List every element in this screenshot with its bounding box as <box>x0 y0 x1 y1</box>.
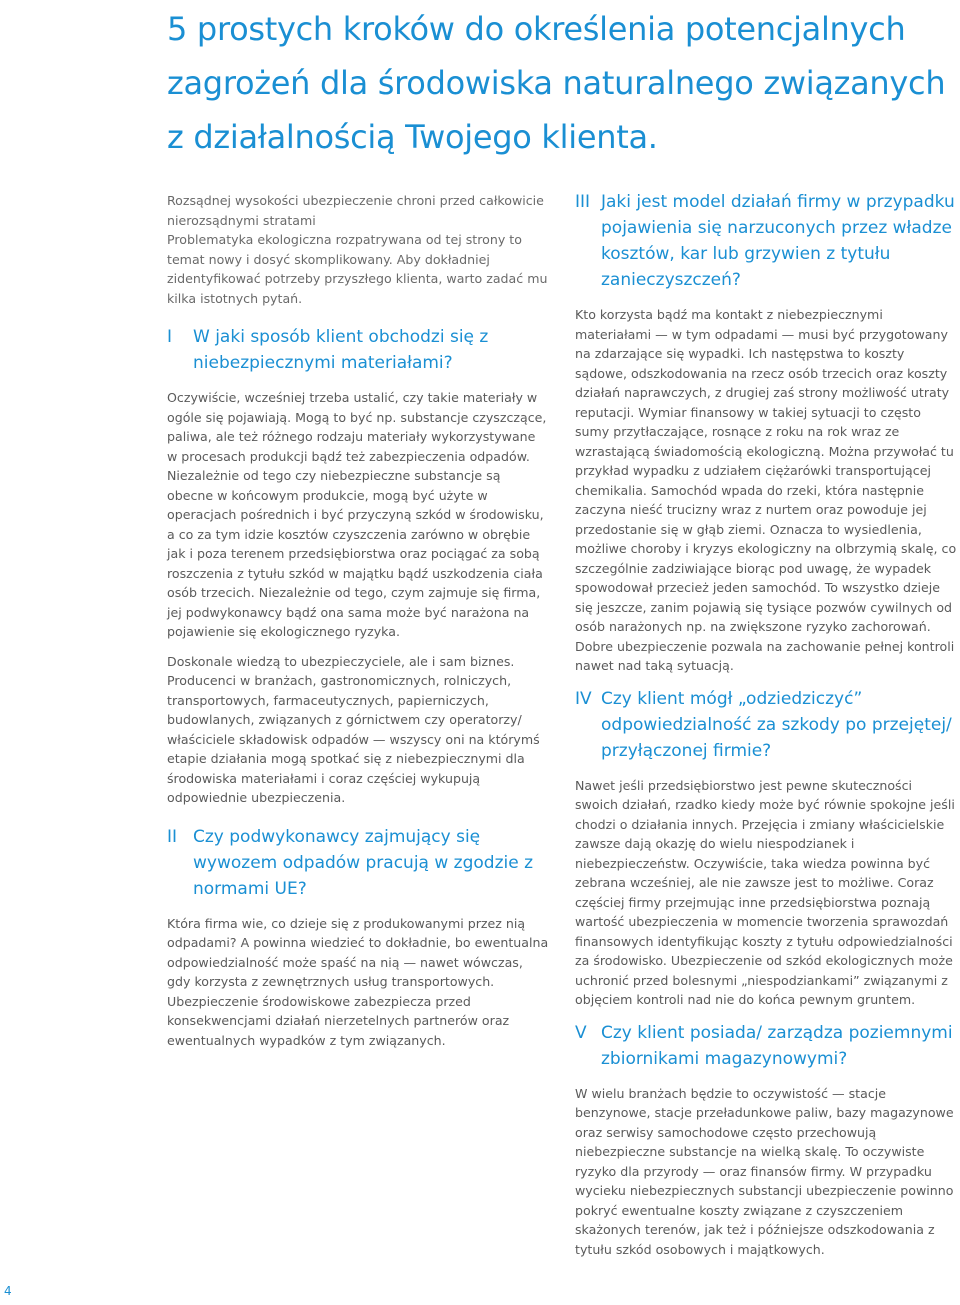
section-number: I <box>167 327 173 347</box>
intro-lead: Rozsądnej wysokości ubezpieczenie chroni przed całkowicie nierozsądnymi stratami <box>167 193 544 228</box>
section-title: Czy klient posiada/ zarządza poziemnymi zbiornikami magazynowymi? <box>601 1022 953 1069</box>
body-paragraph: Która firma wie, co dzieje się z produkowanymi przez nią odpadami? A powinna wiedzieć to dokładnie, bo ewentualna odpowiedzialność może spaść na nią — nawet wówczas, gdy korzysta z zewnętrznych usług transportowych. Ubezpieczenie środowiskowe zabezpiecza przed konsekwencjami działań nierzetelnych partnerów oraz ewentualnych wypadków z tym związanych. <box>167 915 549 1048</box>
section-title: W jaki sposób klient obchodzi się z niebezpiecznymi materiałami? <box>193 327 489 373</box>
body-paragraph: Doskonale wiedzą to ubezpieczyciele, ale i sam biznes. Producenci w branżach, gastronomicznych, rolniczych, transportowych, farmaceutycznych, papierniczych, budowlanych, związanych z górnictwem czy operatorzy/ właściciele składowisk odpadów — wszyscy oni na którymś etapie działania mogą spotkać się z niebezpiecznymi dla środowiska materiałami i coraz częściej wykupują odpowiednie ubezpieczenia. <box>167 653 540 805</box>
page-title: 5 prostych kroków do określenia potencjalnych zagrożeń dla środowiska naturalnego związanych z działalnością Twojego klienta. <box>167 10 946 156</box>
section-title: Czy klient mógł „odziedziczyć” odpowiedzialność za szkody po przejętej/ przyłączonej firmie? <box>601 688 952 761</box>
section-2 <box>167 824 549 1051</box>
section-title: Jaki jest model działań firmy w przypadku pojawienia się narzuconych przez władze kosztów, kar lub grzywien z tytułu zanieczyszczeń? <box>601 192 955 290</box>
section-heading <box>575 189 957 293</box>
section-1 <box>167 324 549 808</box>
page-number: 4 <box>4 1284 12 1298</box>
section-number: II <box>167 826 178 847</box>
section-heading <box>167 324 549 376</box>
body-paragraph: Nawet jeśli przedsiębiorstwo jest pewne skuteczności swoich działań, rzadko kiedy może być równie spokojne jeśli chodzi o działania innych. Przejęcia i zmiany właścicielskie zawsze dają okazję do wielu niespodzianek i niebezpieczeństw. Oczywiście, taka wiedza powinna być zebrana wcześniej, ale nie zawsze jest to możliwe. Coraz częściej firmy przejmując inne przedsiębiorstwa poznają wartość ubezpieczenia w momencie tworzenia sprawozdań finansowych identyfikując koszty z tytułu odpowiedzialności za środowisko. Ubezpieczenie od szkód ekologicznych może uchronić przed bolesnymi „niespodziankami” związanymi z objęciem kontroli nad nie do końca pewnym gruntem. <box>575 777 955 1007</box>
section-title: Czy podwykonawcy zajmujący się wywozem odpadów pracują w zgodzie z normami UE? <box>193 826 534 899</box>
body-paragraph: Oczywiście, wcześniej trzeba ustalić, czy takie materiały w ogóle się pojawiają. Mogą to być np. substancje czyszczące, paliwa, ale też różnego rodzaju materiały wykorzystywane w procesach produkcji bądź też zabezpieczenia odpadów. Niezależnie od tego czy niebezpieczne substancje są obecne w końcowym produkcie, mogą być użyte w operacjach pośrednich i być przyczyną szkód w środowisku, a co za tym idzie kosztów czyszczenia zarówno w obrębie jak i poza terenem przedsiębiorstwa oraz pociągać za sobą roszczenia z tytułu szkód w majątku bądź uszkodzenia ciała osób trzecich. Niezależnie od tego, czym zajmuje się firma, jej podwykonawcy bądź ona sama może być narażona na pojawienie się ekologicznego ryzyka. <box>167 390 547 639</box>
section-number: IV <box>575 688 592 709</box>
section-heading <box>167 824 549 902</box>
section-heading <box>575 686 957 764</box>
body-paragraph: Kto korzysta bądź ma kontakt z niebezpiecznymi materiałami — w tym odpadami — musi być przygotowany na zdarzające się wypadki. Ich następstwa to koszty sądowe, odszkodowania na rzecz osób trzecich oraz koszty działań naprawczych, z drugiej zaś strony możliwość utraty reputacji. Wymiar finansowy w takiej sytuacji to często sumy przytłaczające, rosnące z roku na rok wraz ze wzrastającą świadomością ekologiczną. Można przywołać tu przykład wypadku z udziałem ciężarówki transportującej chemikalia. Samochód wpada do rzeki, która następnie zaczyna nieść trucizny wraz z nurtem oraz powoduje jej przedostanie się w głąb ziemi. Oznacza to wysiedlenia, możliwe choroby i kryzys ekologiczny na olbrzymią skalę, co szczególnie zadziwiające biorąc pod uwagę, że wypadek spowodował przecież jeden samochód. To wszystko dzieje się jeszcze, zanim pojawią się tysiące pozwów cywilnych od osób narażonych np. na zwiększone ryzyko zachorowań. Dobre ubezpieczenie pozwala na zachowanie pełnej kontroli nawet nad taką sytuacją. <box>575 307 957 673</box>
section-4 <box>575 686 957 1010</box>
section-heading <box>575 1020 957 1072</box>
section-5 <box>575 1020 957 1260</box>
section-number: III <box>575 192 591 212</box>
section-number: V <box>575 1022 587 1043</box>
intro-paragraph: Problematyka ekologiczna rozpatrywana od tej strony to temat nowy i dosyć skomplikowany. Aby dokładniej zidentyfikować potrzeby przyszłego klienta, warto zadać mu kilka istotnych pytań. <box>167 232 548 306</box>
section-3 <box>575 189 957 676</box>
left-column <box>167 191 549 1060</box>
body-paragraph: W wielu branżach będzie to oczywistość — stacje benzynowe, stacje przeładunkowe paliw, bazy magazynowe oraz serwisy samochodowe często przechowują niebezpieczne substancje na wielką skalę. To oczywiste ryzyko dla przyrody — oraz finansów firmy. W przypadku wycieku niebezpiecznych substancji ubezpieczenie powinno pokryć ewentualne koszty związane z czyszczeniem skażonych terenów, jak też i późniejsze odszkodowania z tytułu szkód osobowych i majątkowych. <box>575 1085 954 1257</box>
right-column <box>575 189 957 1269</box>
